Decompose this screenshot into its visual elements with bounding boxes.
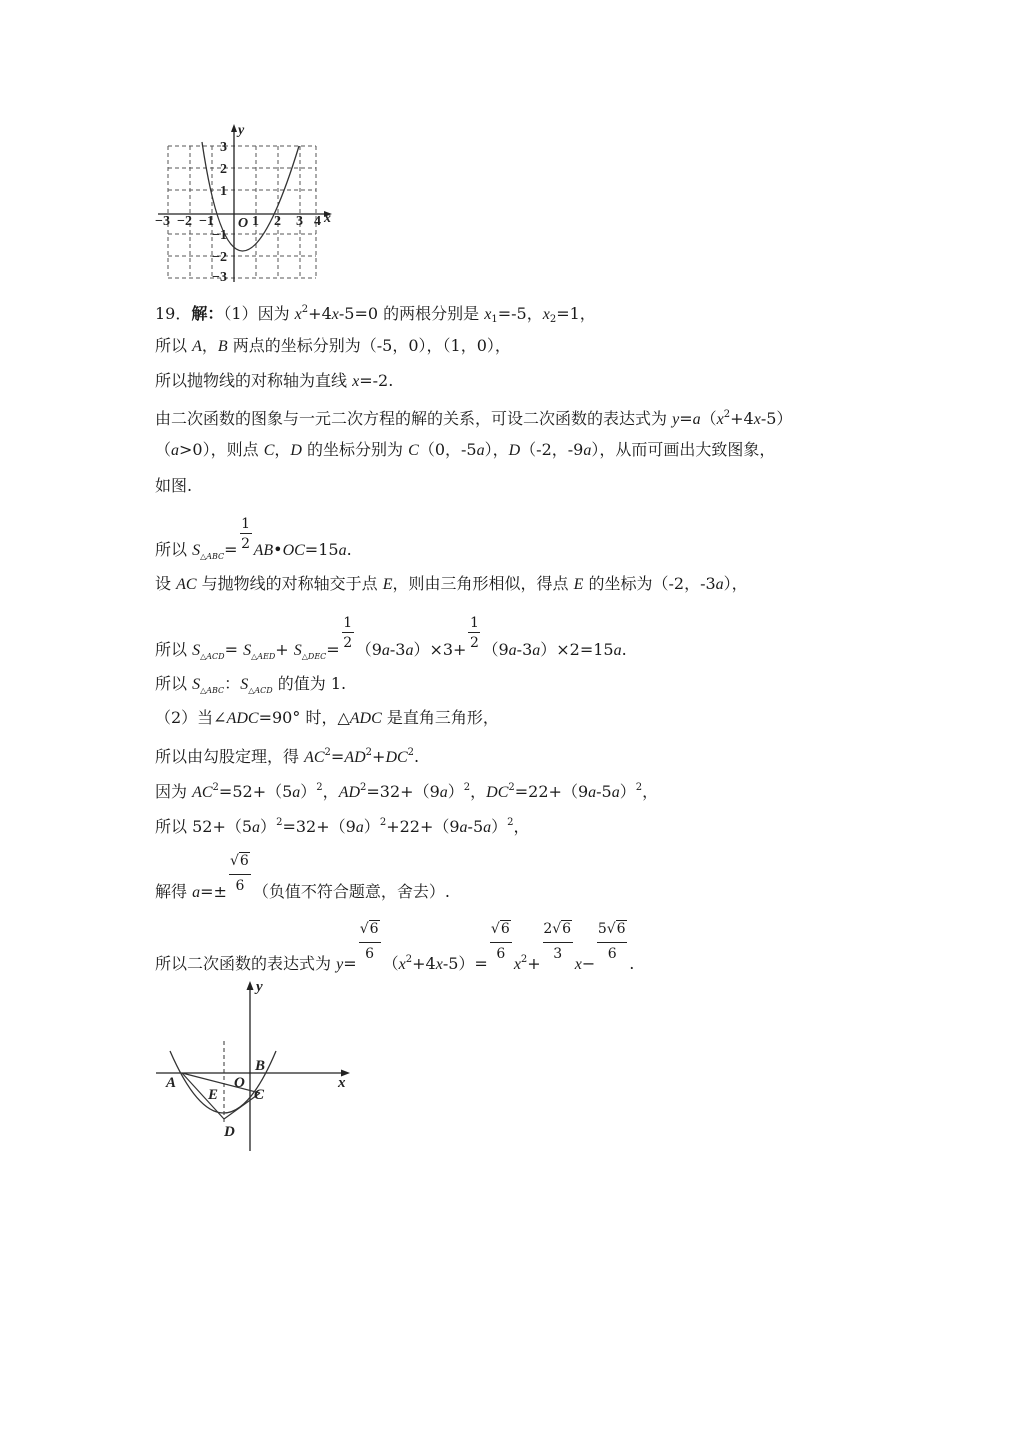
origin-label: O bbox=[238, 216, 249, 231]
solution-line-12: 所以由勾股定理，得 $AC^2=AD^2+DC^2$. bbox=[155, 747, 420, 766]
y-tick: −2 bbox=[212, 250, 227, 265]
point-A-label: A bbox=[166, 1075, 177, 1091]
fraction: $\frac{√6}{6}$ bbox=[488, 950, 514, 970]
solution-line-6: 如图. bbox=[155, 476, 193, 495]
solution-line-14: 所以 $52+(5a)^2=32+(9a)^2+22+(9a-5a)^2$， bbox=[155, 817, 530, 836]
fraction: $\frac{1}{2}$ bbox=[343, 615, 353, 651]
y-axis-label: y bbox=[256, 979, 263, 995]
point-D-label: D bbox=[224, 1124, 235, 1140]
fraction: $\frac{√6}{6}$ bbox=[227, 882, 253, 902]
x-tick: −2 bbox=[177, 214, 192, 229]
x-tick: 4 bbox=[314, 214, 321, 229]
y-tick: 3 bbox=[220, 140, 227, 155]
solution-line-16: 所以二次函数的表达式为 y= $\frac{√6}{6}$ $(x^2+4x-5)=$ $\frac{√6}{6}$ $x^2+$ $\frac{2√6}{3}$ x− $\frac{5√6}{6}$ . bbox=[155, 921, 635, 973]
point-C-label: C bbox=[254, 1087, 265, 1103]
x-axis-label: x bbox=[338, 1075, 346, 1091]
fraction: $\frac{5√6}{6}$ bbox=[597, 921, 626, 962]
y-tick: −3 bbox=[212, 270, 227, 284]
x-tick: 3 bbox=[296, 214, 303, 229]
origin-label: O bbox=[234, 1075, 245, 1091]
solution-line-4: 由二次函数的图象与一元二次方程的解的关系，可设二次函数的表达式为 $y=a(x^2+4x-5)$ bbox=[155, 409, 793, 428]
x-tick: −1 bbox=[199, 214, 214, 229]
x-tick: 2 bbox=[274, 214, 281, 229]
graph-parabola-grid bbox=[150, 118, 340, 284]
solution-line-8: 设 AC 与抛物线的对称轴交于点 E，则由三角形相似，得点 E 的坐标为（-2，-3a）， bbox=[155, 574, 748, 593]
x-axis-label: x bbox=[324, 211, 331, 226]
x-tick: −3 bbox=[155, 214, 170, 229]
y-tick: 2 bbox=[220, 162, 227, 177]
fraction: $\frac{1}{2}$ bbox=[241, 516, 251, 552]
graph-parabola-triangle bbox=[152, 975, 362, 1155]
y-tick: −1 bbox=[212, 228, 227, 243]
y-tick: 1 bbox=[220, 184, 227, 199]
fraction: $\frac{2√6}{3}$ bbox=[543, 921, 572, 962]
solution-line-10: 所以 $S_{\triangle ABC}$：$S_{\triangle ACD}$ 的值为 1. bbox=[155, 674, 347, 695]
y-axis-label: y bbox=[238, 123, 245, 138]
solution-line-11: （2）当∠ADC=90° 时，△ADC 是直角三角形， bbox=[155, 708, 499, 727]
point-E-label: E bbox=[208, 1087, 219, 1103]
point-B-label: B bbox=[255, 1058, 266, 1074]
solution-line-3: 所以抛物线的对称轴为直线 x=-2. bbox=[155, 371, 394, 390]
fraction: $\frac{√6}{6}$ bbox=[357, 950, 383, 970]
fraction: $\frac{1}{2}$ bbox=[470, 615, 479, 651]
solution-line-5: （a>0），则点 C，D 的坐标分别为 C（0，-5a），D（-2，-9a），从而可画出大致图象， bbox=[155, 440, 776, 459]
solution-line-1: 19．解：（1）因为 $x^2+4x-5=0$ 的两根分别是 $x_1=-5$，$x_2=1$， bbox=[155, 304, 596, 325]
solution-line-2: 所以 A，B 两点的坐标分别为（-5，0），（1，0）， bbox=[155, 336, 511, 355]
solution-line-7: 所以 $S_{\triangle ABC}=$ $\frac{1}{2}$ AB•OC=15a. bbox=[155, 516, 352, 561]
solution-line-9: 所以 $S_{\triangle ACD}= S_{\triangle AED}+ S_{\triangle DEC}=$ $\frac{1}{2}$ （9a-3a）×3+ $\frac{1}{2}$ （9a-3a）×2=15a. bbox=[155, 615, 627, 661]
solution-line-15: 解得 a=± $\frac{√6}{6}$ （负值不符合题意，舍去）. bbox=[155, 853, 450, 901]
solution-line-13: 因为 $AC^2=52+(5a)^2$，$AD^2=32+(9a)^2$，$DC^2=22+(9a-5a)^2$， bbox=[155, 782, 659, 801]
x-tick: 1 bbox=[252, 214, 259, 229]
